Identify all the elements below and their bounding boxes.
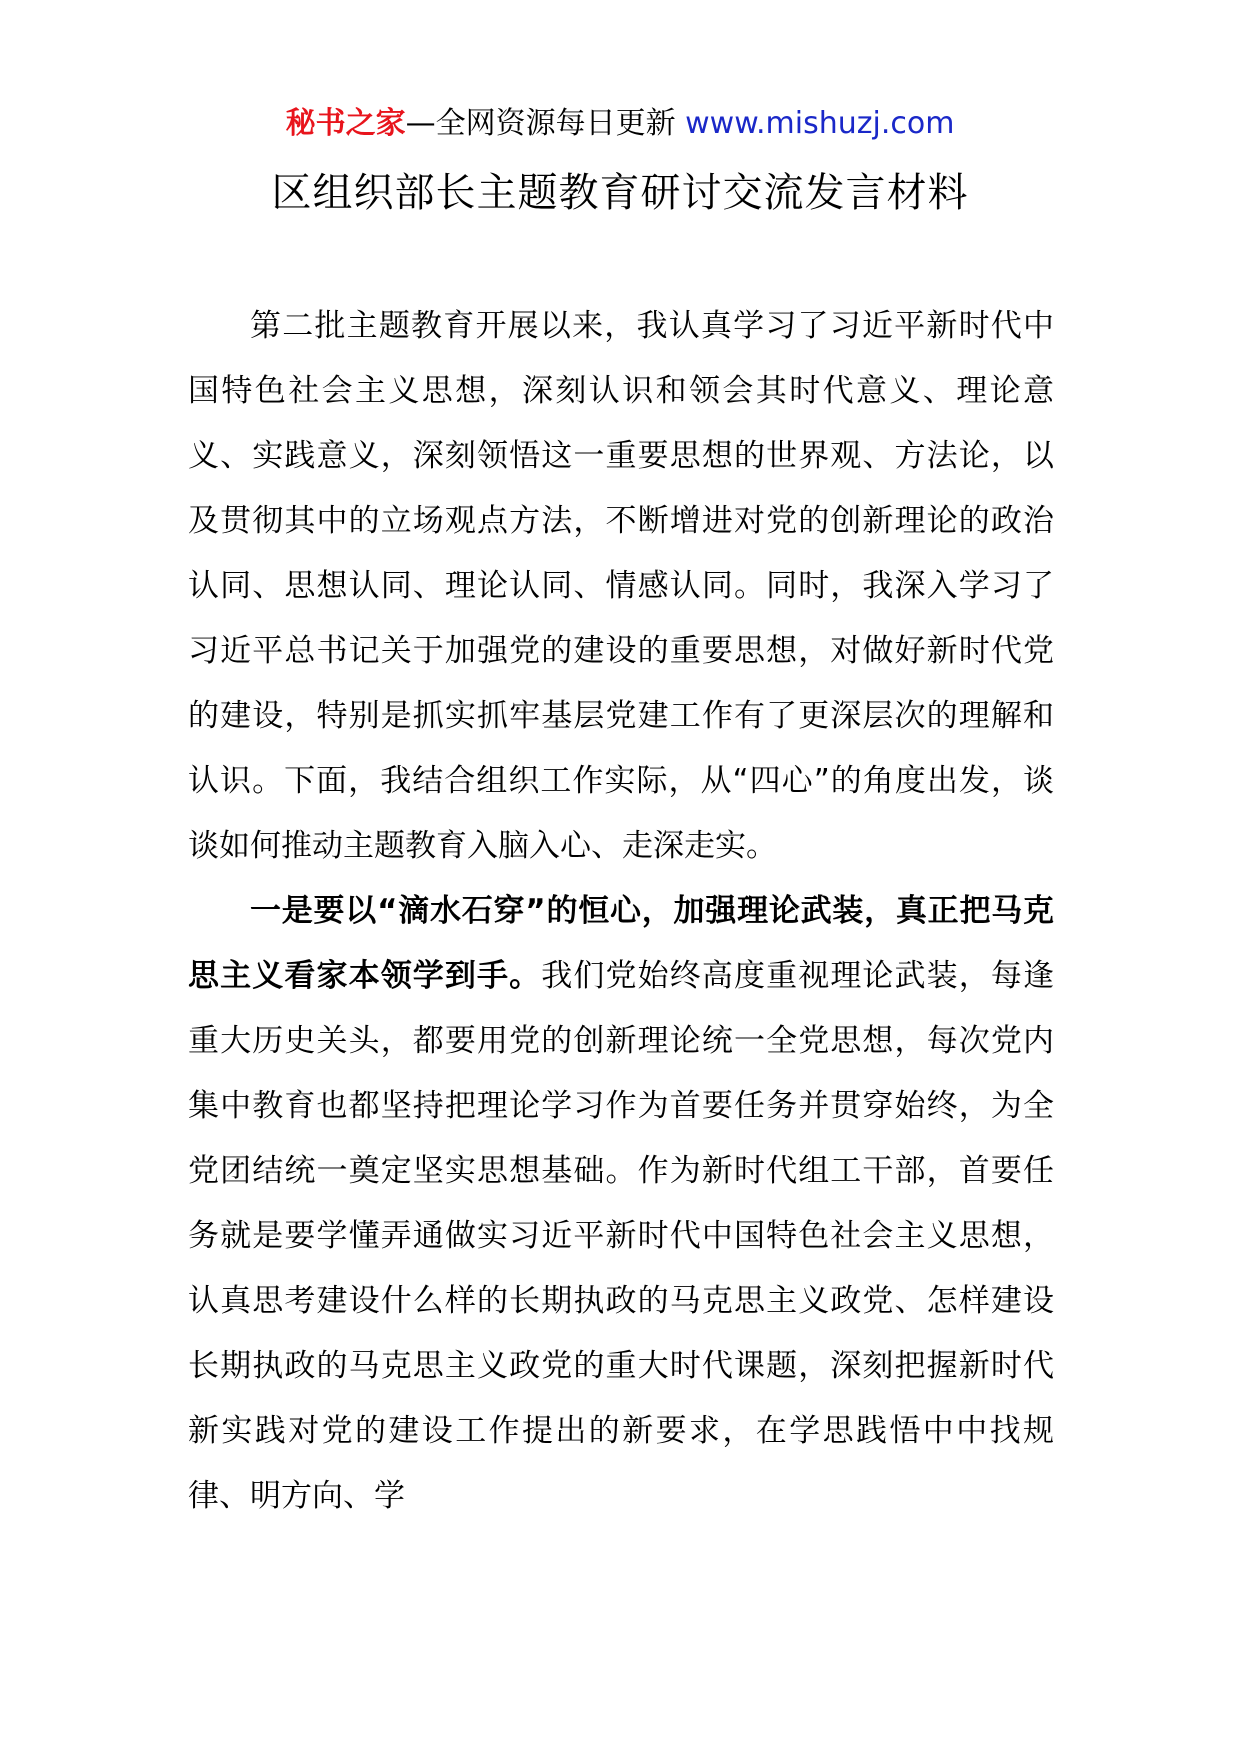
document-title: 区组织部长主题教育研讨交流发言材料	[271, 170, 969, 216]
site-header	[0, 104, 1240, 144]
site-url-link[interactable]: www.mishuzj.com	[685, 106, 955, 141]
paragraph-point-one	[188, 879, 1054, 1529]
paragraph-text: 第二批主题教育开展以来，我认真学习了习近平新时代中国特色社会主义思想，深刻认识和领会其时代意义、理论意义、实践意义，深刻领悟这一重要思想的世界观、方法论，以及贯彻其中的立场观点方法，不断增进对党的创新理论的政治认同、思想认同、理论认同、情感认同。同时，我深入学习了习近平总书记关于加强党的建设的重要思想，对做好新时代党的建设，特别是抓实抓牢基层党建工作有了更深层次的理解和认识。下面，我结合组织工作实际，从“四心”的角度出发，谈谈如何推动主题教育入脑入心、走深走实。	[188, 308, 1054, 864]
paragraph-lead: 一是要以“滴水石穿”的恒心，加强理论武装，真正把马克思主义看家本领学到手。	[188, 893, 1054, 994]
paragraph-intro	[188, 294, 1054, 879]
site-slogan: —全网资源每日更新	[405, 106, 686, 141]
document-body	[188, 294, 1054, 1529]
brand-name: 秘书之家	[285, 106, 406, 141]
paragraph-text: 我们党始终高度重视理论武装，每逢重大历史关头，都要用党的创新理论统一全党思想，每次党内集中教育也都坚持把理论学习作为首要任务并贯穿始终，为全党团结统一奠定坚实思想基础。作为新时代组工干部，首要任务就是要学懂弄通做实习近平新时代中国特色社会主义思想，认真思考建设什么样的长期执政的马克思主义政党、怎样建设长期执政的马克思主义政党的重大时代课题，深刻把握新时代新实践对党的建设工作提出的新要求，在学思践悟中中找规律、明方向、学	[188, 958, 1055, 1514]
